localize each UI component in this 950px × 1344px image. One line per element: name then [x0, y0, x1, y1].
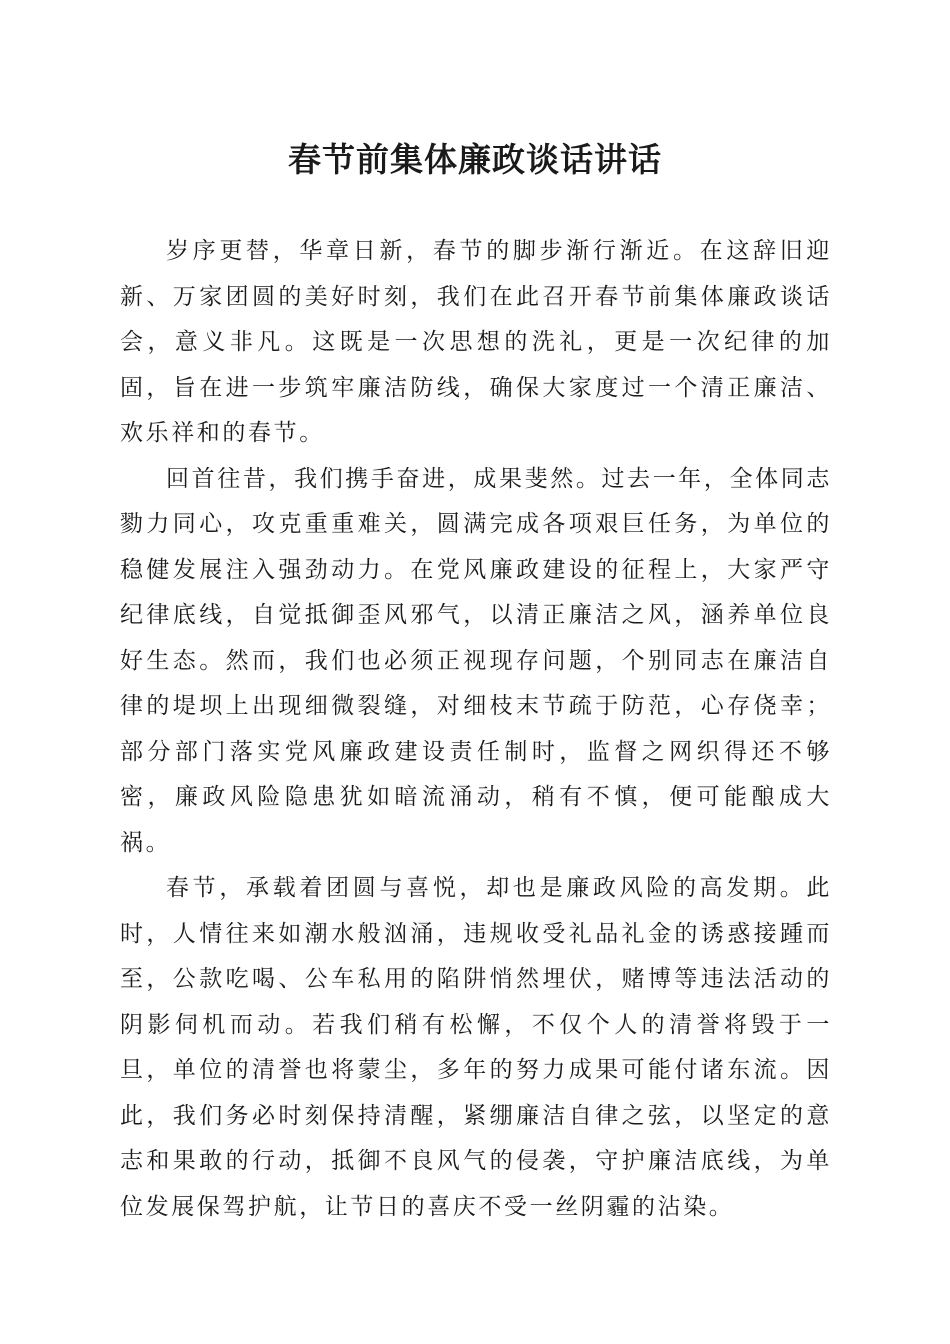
document-title: 春节前集体廉政谈话讲话 — [288, 140, 662, 179]
paragraph-3: 春节，承载着团圆与喜悦，却也是廉政风险的高发期。此时，人情往来如潮水般汹涌，违规收受礼品礼金的诱惑接踵而至，公款吃喝、公车私用的陷阱悄然埋伏，赌博等违法活动的阴影伺机而动。若我们稍有松懈，不仅个人的清誉将毁于一旦，单位的清誉也将蒙尘，多年的努力成果可能付诸东流。因此，我们务必时刻保持清醒，紧绷廉洁自律之弦，以坚定的意志和果敢的行动，抵御不良风气的侵袭，守护廉洁底线，为单位发展保驾护航，让节日的喜庆不受一丝阴霾的沾染。 — [120, 875, 832, 1220]
document-body — [120, 229, 832, 1230]
paragraph-1: 岁序更替，华章日新，春节的脚步渐行渐近。在这辞旧迎新、万家团圆的美好时刻，我们在此召开春节前集体廉政谈话会，意义非凡。这既是一次思想的洗礼，更是一次纪律的加固，旨在进一步筑牢廉洁防线，确保大家度过一个清正廉洁、欢乐祥和的春节。 — [120, 238, 832, 446]
paragraph-2: 回首往昔，我们携手奋进，成果斐然。过去一年，全体同志勠力同心，攻克重重难关，圆满完成各项艰巨任务，为单位的稳健发展注入强劲动力。在党风廉政建设的征程上，大家严守纪律底线，自觉抵御歪风邪气，以清正廉洁之风，涵养单位良好生态。然而，我们也必须正视现存问题，个别同志在廉洁自律的堤坝上出现细微裂缝，对细枝末节疏于防范，心存侥幸；部分部门落实党风廉政建设责任制时，监督之网织得还不够密，廉政风险隐患犹如暗流涌动，稍有不慎，便可能酿成大祸。 — [120, 465, 832, 856]
